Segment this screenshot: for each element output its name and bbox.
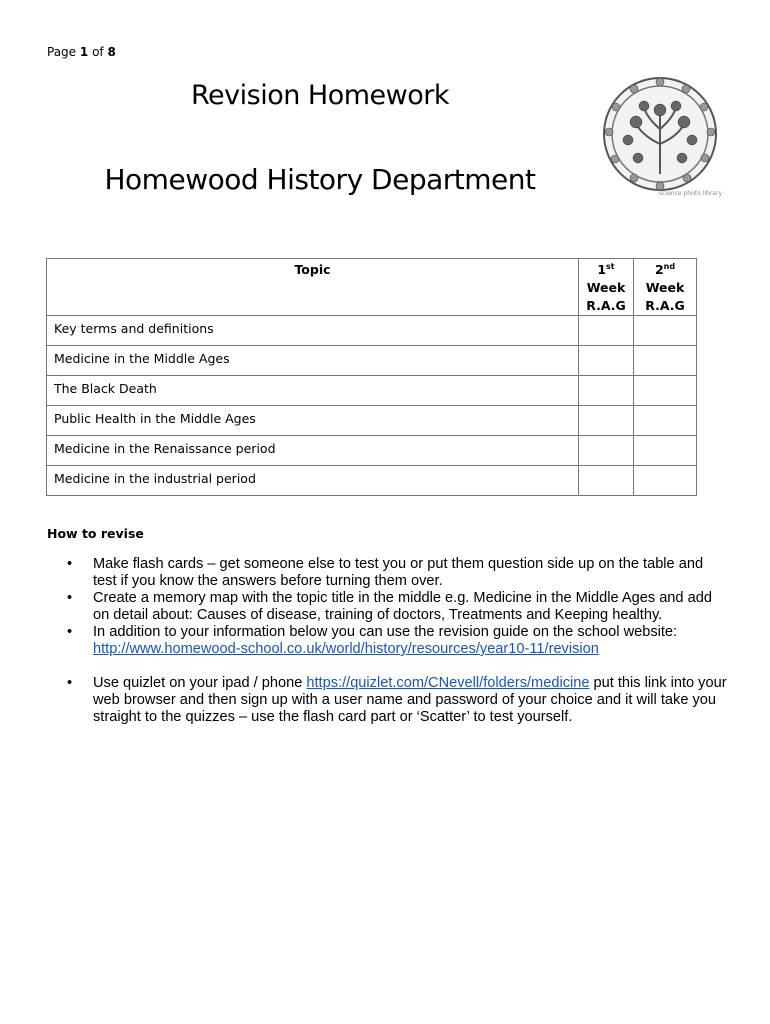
week2-num: 2: [654, 262, 664, 277]
list-item: [67, 675, 727, 726]
table-header-row: [47, 259, 697, 316]
page-of: of: [92, 45, 104, 59]
document-title: Revision Homework: [191, 80, 449, 111]
topic-cell: Medicine in the Middle Ages: [47, 346, 579, 376]
week2-rag-cell[interactable]: [634, 466, 697, 496]
page-label: Page: [47, 45, 77, 59]
topic-cell: Public Health in the Middle Ages: [47, 406, 579, 436]
week2-rag-cell[interactable]: [634, 406, 697, 436]
table-row: [47, 436, 697, 466]
page-number: [47, 45, 116, 59]
week1-header: [579, 259, 634, 316]
week1-rag-cell[interactable]: [579, 466, 634, 496]
list-item: [67, 624, 727, 658]
table-row: [47, 406, 697, 436]
revision-guide-link[interactable]: http://www.homewood-school.co.uk/world/history/resources/year10-11/revision: [93, 641, 599, 657]
week2-rag-cell[interactable]: [634, 316, 697, 346]
week1-week: Week: [586, 280, 626, 295]
week1-rag-cell[interactable]: [579, 436, 634, 466]
table-row: [47, 466, 697, 496]
week2-week: Week: [645, 280, 685, 295]
tip-quizlet-intro: Use quizlet on your ipad / phone: [93, 675, 303, 691]
week1-rag-cell[interactable]: [579, 346, 634, 376]
image-credit: science photo library: [659, 190, 722, 197]
tip-quizlet-instructions: put this link into your web browser and then sign up with a user name and password of your choice and it will take you straight to the quizzes – use the flash card part or ‘Scatter’ to test yourself.: [93, 675, 727, 725]
department-title: Homewood History Department: [104, 163, 536, 196]
week2-rag-cell[interactable]: [634, 436, 697, 466]
table-row: [47, 346, 697, 376]
week2-header: [634, 259, 697, 316]
tip-revision-guide: In addition to your information below you can use the revision guide on the school website:: [93, 624, 678, 640]
how-to-revise-heading: How to revise: [47, 526, 144, 541]
tip-memory-map: Create a memory map with the topic title in the middle e.g. Medicine in the Middle Ages and add on detail about: Causes of disease, training of doctors, Treatments and Keeping healthy.: [93, 590, 712, 623]
medieval-medicine-wheel-image: [598, 74, 726, 198]
quizlet-link[interactable]: https://quizlet.com/CNevell/folders/medicine: [306, 675, 590, 691]
page-total: 8: [107, 45, 116, 59]
topic-header: Topic: [47, 259, 579, 316]
week2-sup: nd: [663, 261, 676, 271]
topic-cell: Key terms and definitions: [47, 316, 579, 346]
week2-rag-cell[interactable]: [634, 376, 697, 406]
week1-rag: R.A.G: [586, 298, 626, 313]
topic-cell: The Black Death: [47, 376, 579, 406]
page-current: 1: [79, 45, 89, 59]
topics-table: [46, 258, 697, 496]
revision-tips-list: [67, 556, 727, 726]
topic-cell: Medicine in the industrial period: [47, 466, 579, 496]
list-item: [67, 590, 727, 624]
tip-flash-cards: Make flash cards – get someone else to test you or put them question side up on the table and test if you know the answers before turning them over.: [93, 556, 704, 589]
table-row: [47, 376, 697, 406]
topic-cell: Medicine in the Renaissance period: [47, 436, 579, 466]
week1-sup: st: [606, 261, 615, 271]
week2-rag-cell[interactable]: [634, 346, 697, 376]
week1-rag-cell[interactable]: [579, 376, 634, 406]
table-row: [47, 316, 697, 346]
week1-num: 1: [597, 262, 607, 277]
list-item: [67, 556, 727, 590]
week1-rag-cell[interactable]: [579, 406, 634, 436]
week2-rag: R.A.G: [645, 298, 685, 313]
week1-rag-cell[interactable]: [579, 316, 634, 346]
